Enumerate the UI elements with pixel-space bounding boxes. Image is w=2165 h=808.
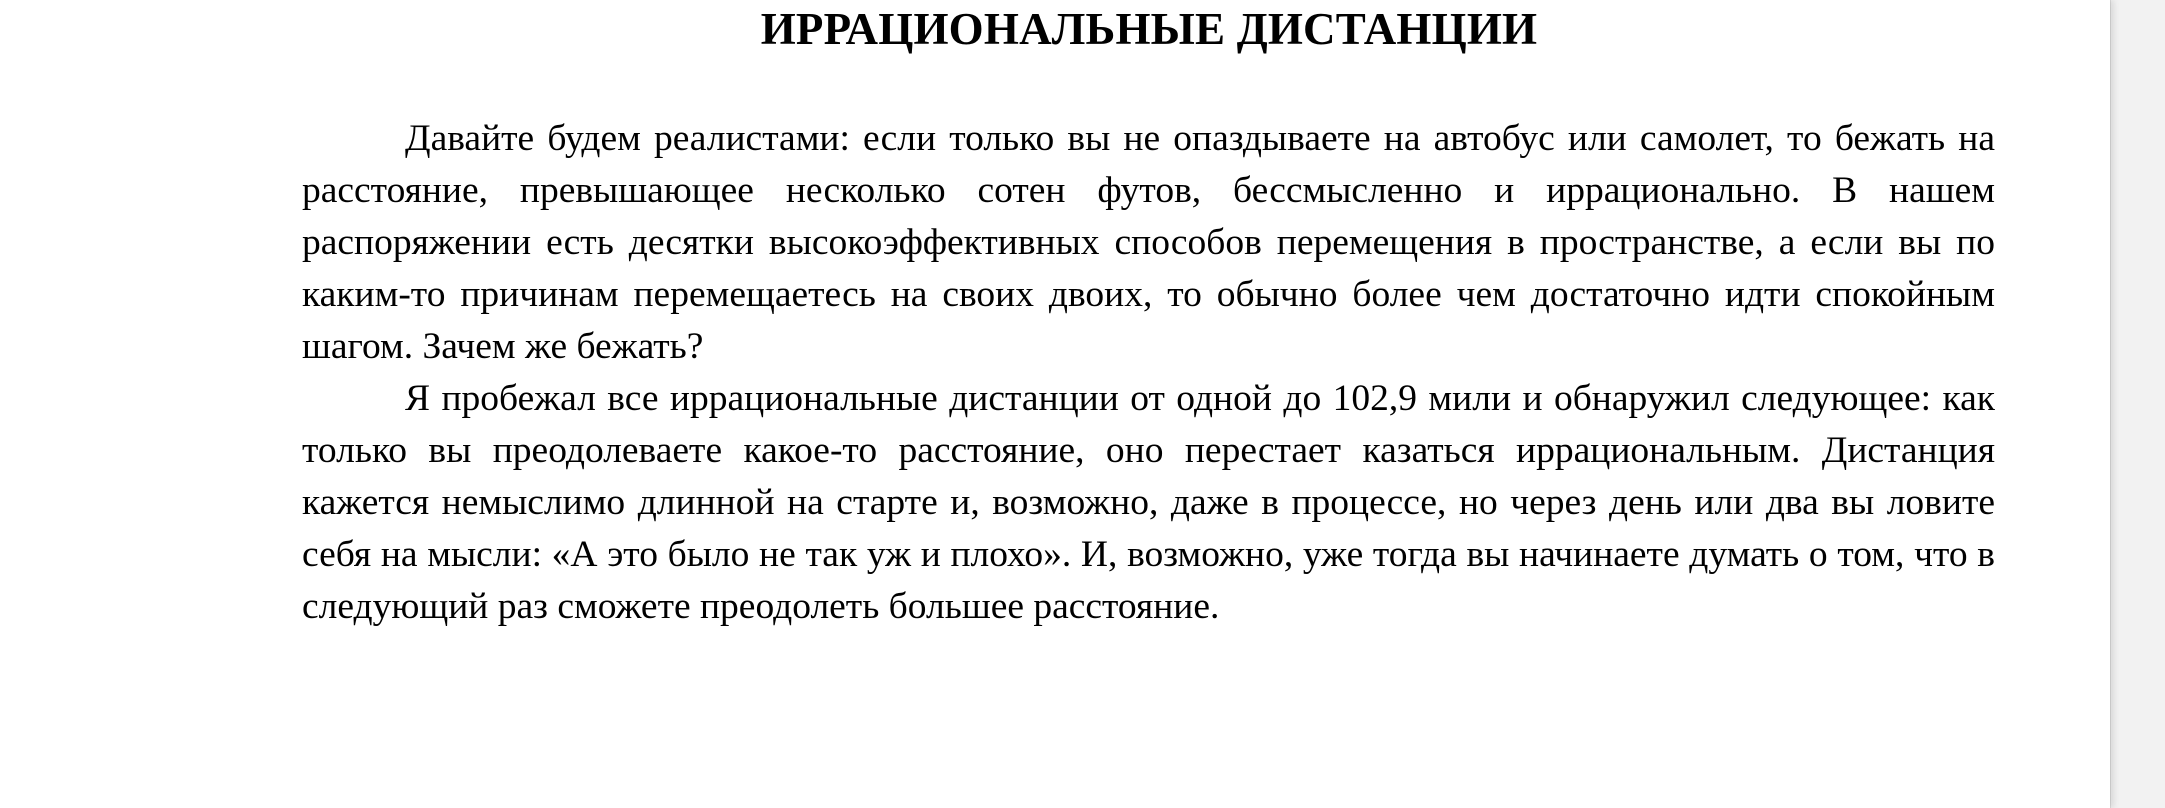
- paragraph-2: Я пробежал все иррациональные дистанции от одной до 102,9 мили и обнаружил следующее: как только вы преодолеваете какое-то расстояние, оно перестает казаться иррациональным. Дистанция кажется немыслимо длинной на старте и, возможно, даже в процессе, но через день или два вы ловите себя на мысли: «А это было не так уж и плохо». И, возможно, уже тогда вы начинаете думать о том, что в следующий раз сможете преодолеть большее расстояние.: [302, 378, 1995, 627]
- paragraph-1: Давайте будем реалистами: если только вы не опаздываете на автобус или самолет, то бежать на расстояние, превышающее несколько сотен футов, бессмысленно и иррационально. В нашем распоряжении есть десятки высокоэффективных способов перемещения в пространстве, а если вы по каким-то причинам перемещаетесь на своих двоих, то обычно более чем достаточно идти спокойным шагом. Зачем же бежать?: [302, 118, 1995, 367]
- chapter-title: ИРРАЦИОНАЛЬНЫЕ ДИСТАНЦИИ: [760, 4, 1538, 54]
- text-body: [302, 113, 1995, 633]
